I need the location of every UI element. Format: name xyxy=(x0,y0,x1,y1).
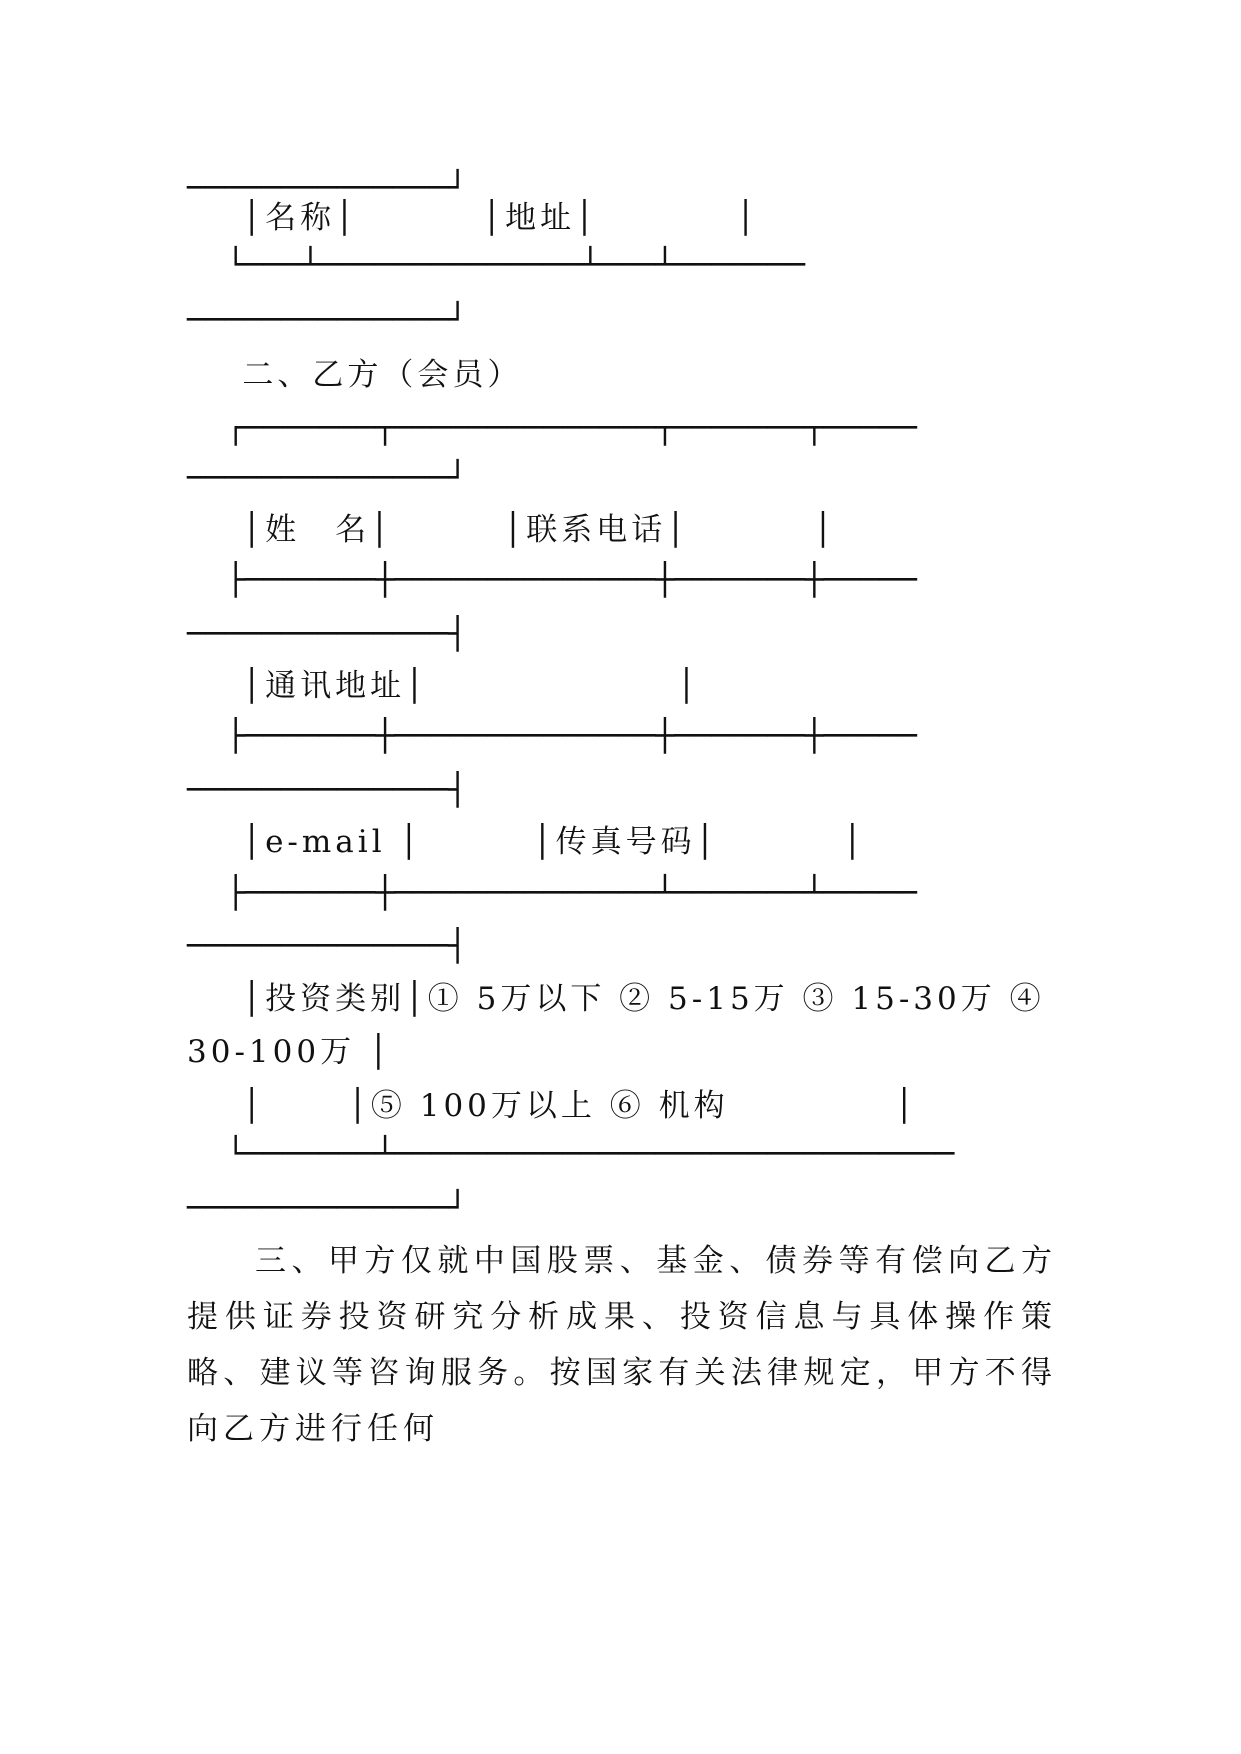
section-heading-party-b: 二、乙方（会员） xyxy=(187,357,523,393)
table-row-name-phone: │姓 名│ │联系电话│ │ xyxy=(187,512,837,548)
table-border-line: ──────────────┤ xyxy=(187,928,467,964)
table-border-line: ──────────────┘ xyxy=(187,302,467,338)
table-border-line: ──────────────┤ xyxy=(187,772,467,808)
table-row-investment-category-cont: │ │⑤ 100万以上 ⑥ 机构 │ xyxy=(187,1088,918,1124)
table-row-email-fax: │e-mail │ │传真号码│ │ xyxy=(187,824,866,860)
table-border-line: ──────────────┘ xyxy=(187,1190,467,1226)
table-border-line: └───┴──────────────┴───┴─────── xyxy=(187,247,805,283)
table-border-line: ├───────┼──────────────┼───────┼───── xyxy=(187,562,917,598)
table-border-line: ──────────────┤ xyxy=(187,616,467,652)
table-border-line: ├───────┼──────────────┼───────┼───── xyxy=(187,718,917,754)
table-border-line: ──────────────┘ xyxy=(187,170,467,206)
table-border-line: ──────────────┘ xyxy=(187,460,467,496)
clause-three-paragraph: 三、甲方仅就中国股票、基金、债券等有偿向乙方提供证券投资研究分析成果、投资信息与具体操作策略、建议等咨询服务。按国家有关法律规定，甲方不得向乙方进行任何 xyxy=(187,1243,1057,1447)
table-border-line: ┌───────┬──────────────┬───────┬───── xyxy=(187,410,917,446)
table-row-investment-category: │投资类别│① 5万以下 ② 5-15万 ③ 15-30万 ④ xyxy=(187,981,1045,1017)
table-row-mailing-address: │通讯地址│ │ xyxy=(187,668,700,704)
table-row-name-address: │名称│ │地址│ │ xyxy=(187,200,759,236)
table-border-line: └───────┴────────────────────────────── xyxy=(187,1136,955,1172)
table-border-line: ├───────┼──────────────┴───────┴───── xyxy=(187,875,917,911)
table-row-investment-category-wrap: 30-100万 │ xyxy=(187,1034,392,1070)
